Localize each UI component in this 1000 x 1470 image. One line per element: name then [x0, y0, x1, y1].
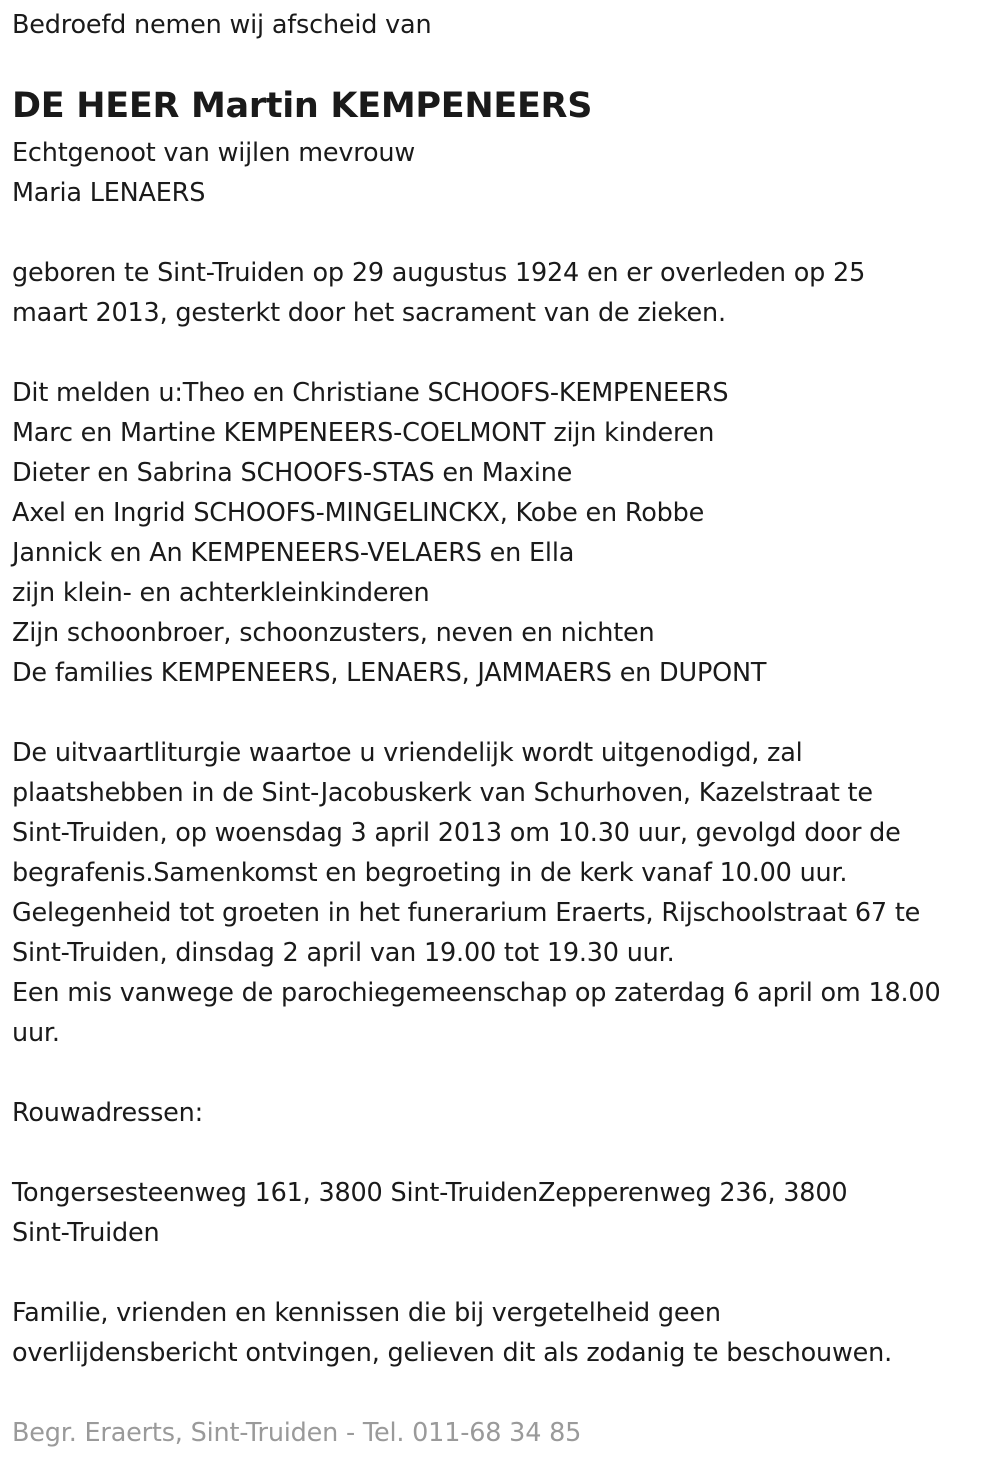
birth-death-line: geboren te Sint-Truiden op 29 augustus 1924 en er overleden op 25: [12, 258, 866, 288]
footer-block: [12, 1413, 581, 1453]
family-line: Dieter en Sabrina SCHOOFS-STAS en Maxine: [12, 458, 573, 488]
ceremony-line: Sint-Truiden, dinsdag 2 april van 19.00 tot 19.30 uur.: [12, 938, 675, 968]
addresses-block: [12, 1173, 847, 1253]
ceremony-line: Sint-Truiden, op woensdag 3 april 2013 om 10.30 uur, gevolgd door de: [12, 818, 901, 848]
closing-line: overlijdensbericht ontvingen, gelieven dit als zodanig te beschouwen.: [12, 1338, 893, 1368]
address-line: Tongersesteenweg 161, 3800 Sint-TruidenZepperenweg 236, 3800: [12, 1178, 848, 1208]
family-line: Axel en Ingrid SCHOOFS-MINGELINCKX, Kobe en Robbe: [12, 498, 705, 528]
ceremony-line: Een mis vanwege de parochiegemeenschap op zaterdag 6 april om 18.00: [12, 978, 941, 1008]
ceremony-line: plaatshebben in de Sint-Jacobuskerk van Schurhoven, Kazelstraat te: [12, 778, 873, 808]
spouse-line: Echtgenoot van wijlen mevrouw: [12, 138, 416, 168]
spouse-name: Maria LENAERS: [12, 178, 206, 208]
closing-block: [12, 1293, 892, 1373]
ceremony-line: uur.: [12, 1018, 60, 1048]
family-line: De families KEMPENEERS, LENAERS, JAMMAERS en DUPONT: [12, 658, 767, 688]
addresses-label: Rouwadressen:: [12, 1098, 204, 1128]
intro-line: Bedroefd nemen wij afscheid van: [12, 10, 432, 40]
ceremony-line: begrafenis.Samenkomst en begroeting in de kerk vanaf 10.00 uur.: [12, 858, 848, 888]
ceremony-line: De uitvaartliturgie waartoe u vriendelijk wordt uitgenodigd, zal: [12, 738, 803, 768]
closing-line: Familie, vrienden en kennissen die bij vergetelheid geen: [12, 1298, 721, 1328]
family-block: [12, 373, 766, 693]
birth-death-block: [12, 253, 865, 333]
family-line: Marc en Martine KEMPENEERS-COELMONT zijn kinderen: [12, 418, 715, 448]
family-line: Zijn schoonbroer, schoonzusters, neven en nichten: [12, 618, 655, 648]
birth-death-line: maart 2013, gesterkt door het sacrament van de zieken.: [12, 298, 726, 328]
address-line: Sint-Truiden: [12, 1218, 160, 1248]
deceased-name: DE HEER Martin KEMPENEERS: [12, 86, 593, 126]
ceremony-line: Gelegenheid tot groeten in het funerarium Eraerts, Rijschoolstraat 67 te: [12, 898, 921, 928]
family-line: Dit melden u:Theo en Christiane SCHOOFS-KEMPENEERS: [12, 378, 729, 408]
funeral-home-footer: Begr. Eraerts, Sint-Truiden - Tel. 011-68 34 85: [12, 1418, 582, 1448]
spouse-block: [12, 133, 415, 213]
ceremony-block: [12, 733, 940, 1053]
addresses-label-block: [12, 1093, 203, 1133]
family-line: Jannick en An KEMPENEERS-VELAERS en Ella: [12, 538, 575, 568]
family-line: zijn klein- en achterkleinkinderen: [12, 578, 430, 608]
